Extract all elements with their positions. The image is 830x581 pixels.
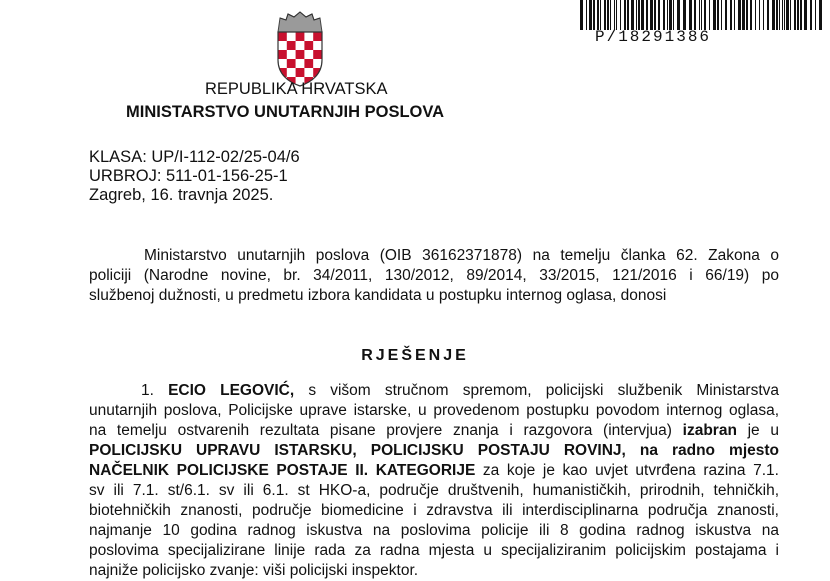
klasa-line: KLASA: UP/I-112-02/25-04/6 <box>89 148 300 166</box>
decision-line: unutarnjih poslova, Policijske uprave istarske, u provedenom postupku povodom internog oglasa, <box>89 402 779 419</box>
decision-text: na temelju ostvarenih rezultata pisane provjere znanja i razgovora (intervjua) <box>89 422 683 439</box>
intro-paragraph <box>89 246 779 306</box>
barcode-number: P/18291386 <box>595 28 712 46</box>
decision-line: poslovima specijalizirane linije rada za radna mjesta u specijaliziranim policijskim postajama i <box>89 542 779 559</box>
decision-heading: RJEŠENJE <box>361 347 469 364</box>
decision-line: biotehničkih znanosti, područje biomedicine i zdravstva ili interdisciplinarna područja znanosti, <box>89 502 779 519</box>
ministry-title: MINISTARSTVO UNUTARNJIH POSLOVA <box>126 103 445 121</box>
decision-line-unit: POLICIJSKU UPRAVU ISTARSKU, POLICIJSKU POSTAJU ROVINJ, na radno mjesto <box>89 442 779 459</box>
decision-text: s višom stručnom spremom, policijski službenik Ministarstva <box>294 382 780 399</box>
coat-of-arms-icon <box>270 8 330 88</box>
position-title: NAČELNIK POLICIJSKE POSTAJE II. KATEGORIJE <box>89 462 476 479</box>
date-line: Zagreb, 16. travnja 2025. <box>89 186 274 204</box>
decision-line <box>89 381 779 401</box>
intro-line: Ministarstvo unutarnjih poslova (OIB 36162371878) na temelju članka 62. Zakona o <box>144 247 779 264</box>
intro-line: policiji (Narodne novine, br. 34/2011, 130/2012, 89/2014, 33/2015, 121/2016 i 66/19) po <box>89 267 779 284</box>
selected-word: izabran <box>682 422 737 439</box>
decision-line: najniže policijsko zvanje: viši policijski inspektor. <box>89 562 419 579</box>
decision-line: najmanje 10 godina radnog iskustva na poslovima policije ili 8 godina radnog iskustva na <box>89 522 779 539</box>
item-number: 1. <box>141 382 169 399</box>
decision-line: sv ili 7.1. st/6.1. sv ili 6.1. st HKO-a, područje društvenih, humanističkih, prirodnih, tehničkih, <box>89 482 779 499</box>
crown-icon <box>278 12 322 32</box>
intro-line: službenoj dužnosti, u predmetu izbora kandidata u postupku internog oglasa, donosi <box>89 287 667 304</box>
decision-line <box>89 421 779 441</box>
urbroj-line: URBROJ: 511-01-156-25-1 <box>89 167 288 185</box>
candidate-name: ECIO LEGOVIĆ, <box>168 382 295 399</box>
republic-title: REPUBLIKA HRVATSKA <box>205 80 388 98</box>
decision-text: je u <box>736 422 779 439</box>
decision-line <box>89 461 779 481</box>
decision-paragraph <box>89 381 779 581</box>
decision-text: za koje je kao uvjet utvrđena razina 7.1. <box>475 462 779 479</box>
